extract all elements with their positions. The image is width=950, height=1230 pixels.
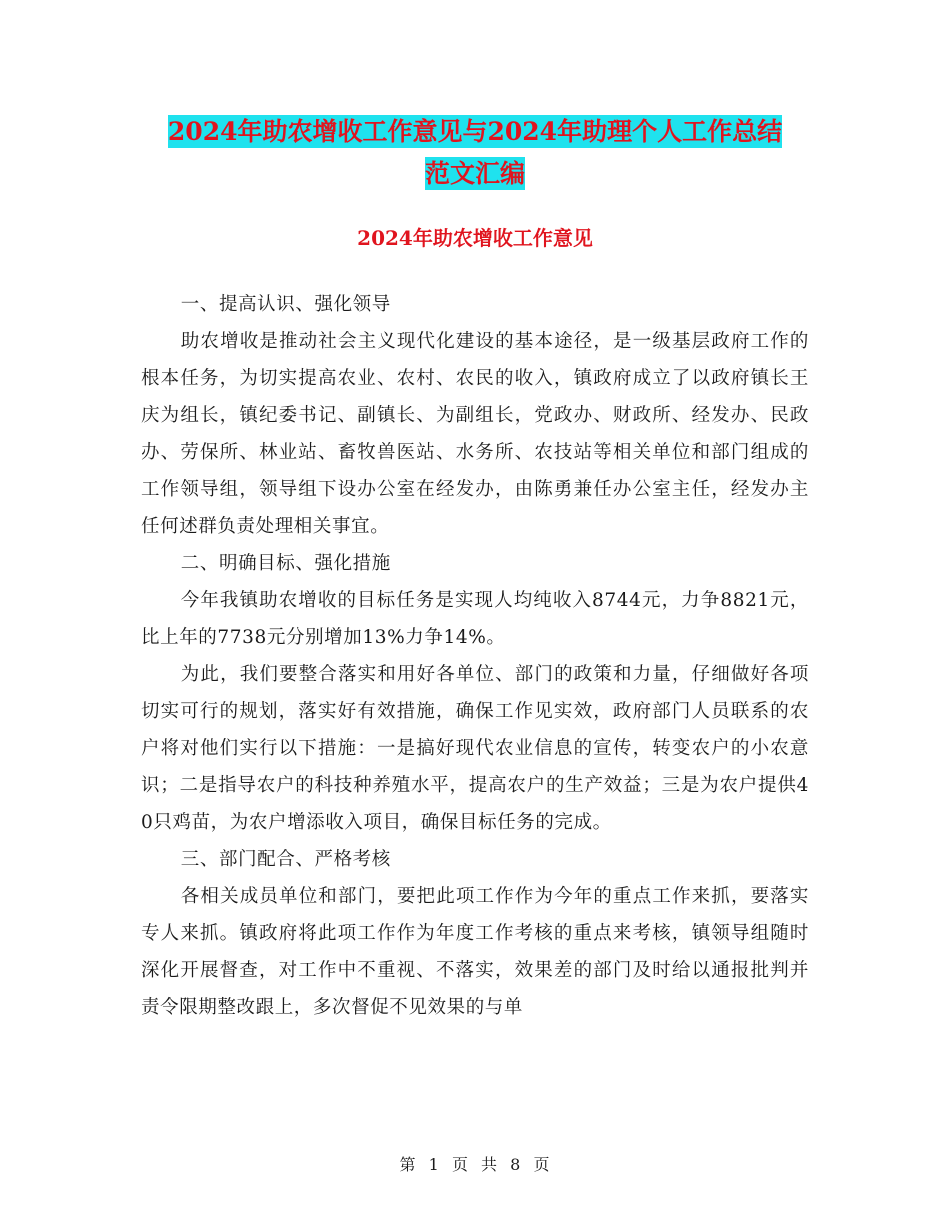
document-title-line-1 [140, 110, 810, 154]
footer-total-prefix: 共 [481, 1155, 499, 1174]
document-title-line-2 [140, 152, 810, 196]
footer-prefix: 第 [399, 1155, 417, 1174]
heading-2: 二、明确目标、强化措施 [180, 553, 391, 574]
footer-total-pages: 8 [510, 1155, 522, 1174]
section-title: 2024年助农增收工作意见 [357, 226, 593, 250]
paragraph: 为此，我们要整合落实和用好各单位、部门的政策和力量，仔细做好各项切实可行的规划，落实好有效措施，确保工作见实效，政府部门人员联系的农户将对他们实行以下措施：一是搞好现代农业信息的宣传，转变农户的小农意识；二是指导农户的科技种养殖水平，提高农户的生产效益；三是为农户提供40只鸡苗，为农户增添收入项目，确保目标任务的完成。 [141, 664, 809, 833]
paragraph: 今年我镇助农增收的目标任务是实现人均纯收入8744元，力争8821元，比上年的7738元分别增加13%力争14%。 [141, 590, 809, 648]
paragraph: 助农增收是推动社会主义现代化建设的基本途径，是一级基层政府工作的根本任务，为切实提高农业、农村、农民的收入，镇政府成立了以政府镇长王庆为组长，镇纪委书记、副镇长、为副组长，党政办、财政所、经发办、民政办、劳保所、林业站、畜牧兽医站、水务所、农技站等相关单位和部门组成的工作领导组，领导组下设办公室在经发办，由陈勇兼任办公室主任，经发办主任何述群负责处理相关事宜。 [141, 331, 809, 537]
footer-page-word: 页 [451, 1155, 469, 1174]
heading-3: 三、部门配合、严格考核 [180, 849, 391, 870]
document-body [141, 286, 809, 1026]
footer-suffix: 页 [533, 1155, 551, 1174]
title-highlight-2: 范文汇编 [424, 159, 525, 188]
page-footer [0, 1152, 950, 1175]
paragraph: 各相关成员单位和部门，要把此项工作作为今年的重点工作来抓，要落实专人来抓。镇政府将此项工作作为年度工作考核的重点来考核，镇领导组随时深化开展督查，对工作中不重视、不落实，效果差的部门及时给以通报批判并责令限期整改跟上，多次督促不见效果的与单 [141, 886, 809, 1018]
footer-current-page: 1 [428, 1155, 440, 1174]
title-highlight-1: 2024年助农增收工作意见与2024年助理个人工作总结 [167, 117, 783, 146]
heading-1: 一、提高认识、强化领导 [180, 294, 391, 315]
